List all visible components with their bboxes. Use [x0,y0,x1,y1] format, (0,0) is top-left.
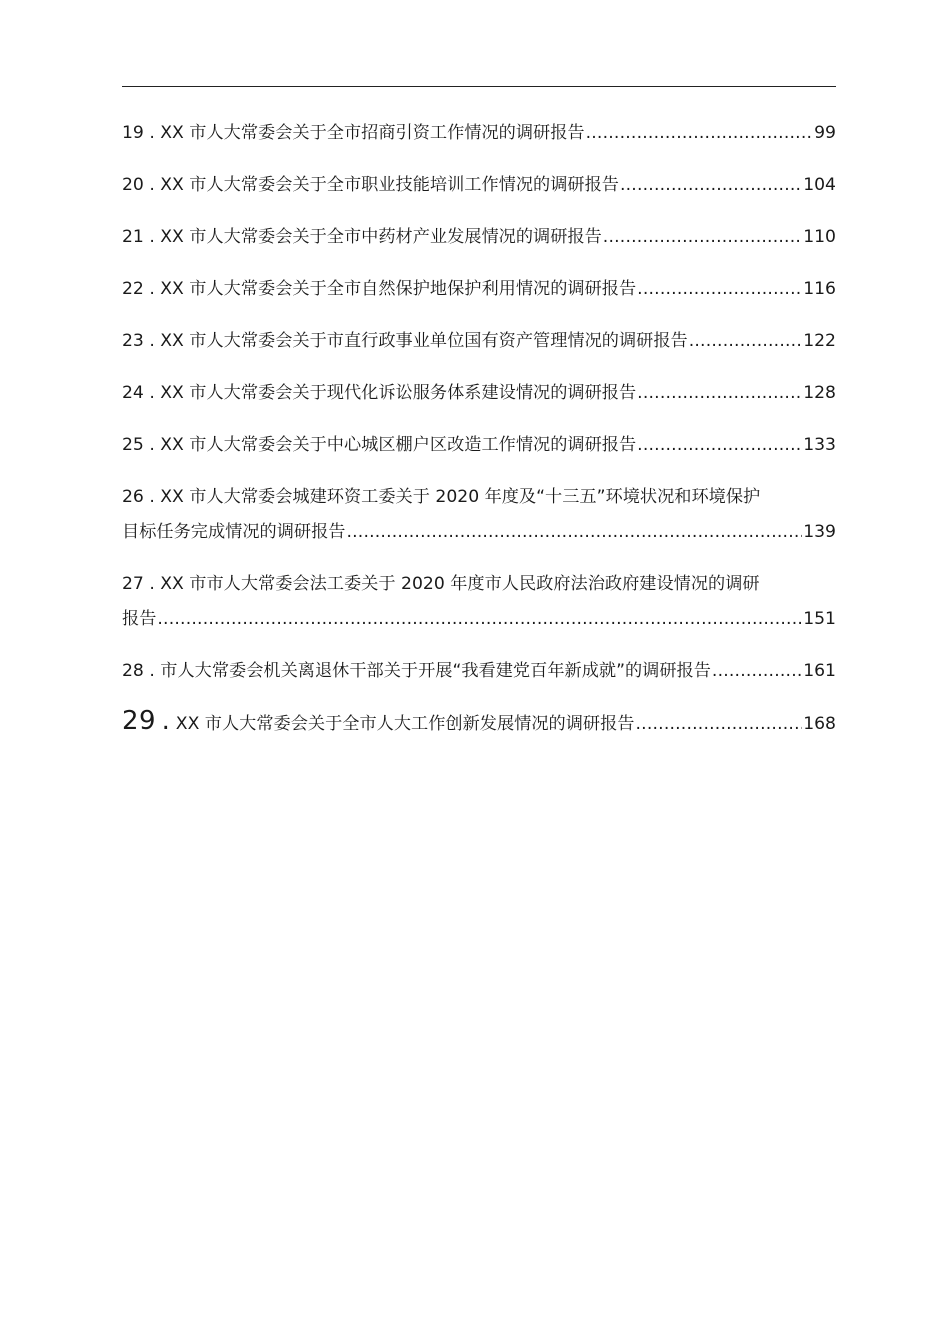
entry-separator: . [149,123,155,143]
dot-leader [689,324,802,359]
entry-number: 20 [122,175,144,195]
entry-page-number: 168 [803,714,836,734]
dot-leader [586,116,814,151]
entry-page-number: 122 [803,331,836,351]
entry-page-number: 110 [803,227,836,247]
entry-number: 24 [122,383,144,403]
entry-title: XX 市人大常委会关于全市中药材产业发展情况的调研报告 [160,227,602,247]
entry-separator: . [149,574,155,594]
toc-entry[interactable] [122,168,836,203]
toc-entry[interactable] [122,704,836,742]
entry-number: 23 [122,331,144,351]
entry-title-line1: XX 市市人大常委会法工委关于 2020 年度市人民政府法治政府建设情况的调研 [160,574,760,594]
entry-separator: . [149,175,155,195]
entry-number: 21 [122,227,144,247]
entry-separator: . [149,279,155,299]
entry-number: 19 [122,123,144,143]
entry-title-line2: 报告 [122,609,157,629]
entry-page-number: 133 [803,435,836,455]
entry-title-line2: 目标任务完成情况的调研报告 [122,522,346,542]
dot-leader [603,220,802,255]
entry-number: 26 [122,487,144,507]
entry-number: 28 [122,661,144,681]
toc-entry[interactable] [122,116,836,151]
entry-separator: . [149,487,155,507]
dot-leader [712,654,802,689]
entry-page-number: 99 [814,123,836,143]
header-rule [122,86,836,87]
entry-title: XX 市人大常委会关于全市自然保护地保护利用情况的调研报告 [160,279,637,299]
entry-separator: . [149,227,155,247]
dot-leader [620,168,802,203]
dot-leader [346,515,802,550]
entry-title: XX 市人大常委会关于市直行政事业单位国有资产管理情况的调研报告 [160,331,688,351]
toc-entry[interactable] [122,567,836,637]
dot-leader [636,707,803,742]
toc-entry[interactable] [122,376,836,411]
entry-title: XX 市人大常委会关于全市职业技能培训工作情况的调研报告 [160,175,619,195]
table-of-contents [122,116,836,759]
entry-page-number: 116 [803,279,836,299]
entry-title: XX 市人大常委会关于全市招商引资工作情况的调研报告 [160,123,585,143]
entry-title: XX 市人大常委会关于中心城区棚户区改造工作情况的调研报告 [160,435,637,455]
entry-page-number: 104 [803,175,836,195]
entry-title: XX 市人大常委会关于现代化诉讼服务体系建设情况的调研报告 [160,383,637,403]
dot-leader [637,428,802,463]
entry-page-number: 151 [803,609,836,629]
entry-separator: . [149,383,155,403]
entry-title: 市人大常委会机关离退休干部关于开展“我看建党百年新成就”的调研报告 [160,661,711,681]
entry-separator: . [149,661,155,681]
entry-title: XX 市人大常委会关于全市人大工作创新发展情况的调研报告 [175,714,635,734]
entry-title-line1: XX 市人大常委会城建环资工委关于 2020 年度及“十三五”环境状况和环境保护 [160,487,761,507]
toc-entry[interactable] [122,428,836,463]
dot-leader [637,272,802,307]
entry-number: 25 [122,435,144,455]
entry-number: 27 [122,574,144,594]
entry-page-number: 139 [803,522,836,542]
toc-entry[interactable] [122,272,836,307]
entry-separator: . [161,706,171,736]
toc-entry[interactable] [122,220,836,255]
entry-separator: . [149,435,155,455]
entry-number: 22 [122,279,144,299]
dot-leader [637,376,802,411]
toc-entry[interactable] [122,480,836,550]
dot-leader [157,602,802,637]
toc-entry[interactable] [122,324,836,359]
entry-separator: . [149,331,155,351]
entry-page-number: 161 [803,661,836,681]
toc-entry[interactable] [122,654,836,689]
entry-page-number: 128 [803,383,836,403]
entry-number: 29 [122,706,157,736]
